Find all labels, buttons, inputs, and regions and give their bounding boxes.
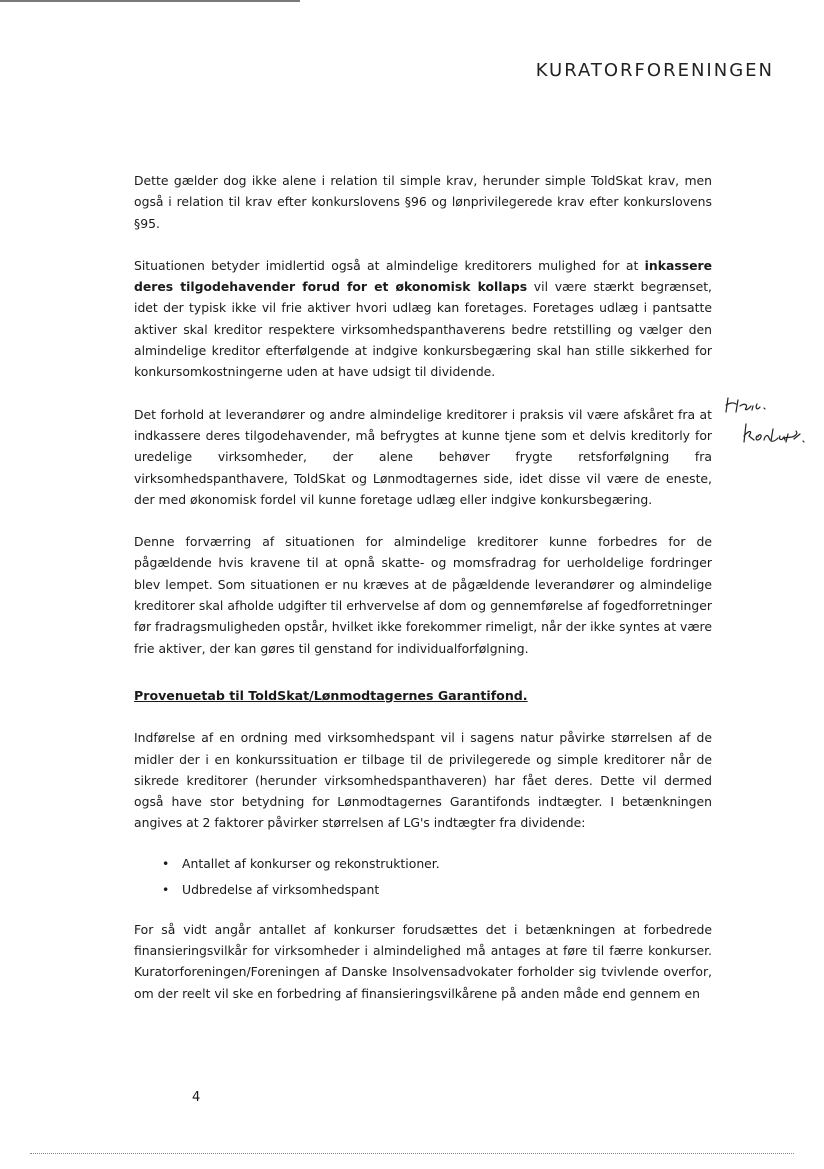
page-number: 4 <box>192 1090 201 1105</box>
paragraph-6: For så vidt angår antallet af konkurser forudsættes det i betænkningen at forbedrede finansieringsvilkår for virksomheder i almindelighed må antages at føre til færre konkurser. Kuratorforeningen/Foreningen af Danske Insolvensadvokater forholder sig tvivlende overfor, om der reelt vil ske en forbedring af finansieringsvilkårene på anden måde end gennem en <box>134 921 712 1001</box>
list-item: • Antallet af konkurser og rekonstruktioner. <box>182 855 712 872</box>
scan-footer-line <box>30 1153 794 1154</box>
list-item: • Udbredelse af virksomhedspant <box>182 881 712 898</box>
document-body <box>134 170 712 1025</box>
section-heading: Provenuetab til ToldSkat/Lønmodtagernes Garantifond. <box>134 687 528 703</box>
letterhead-title: KURATORFORENINGEN <box>535 60 774 81</box>
paragraph-5: Indførelse af en ordning med virksomhedspant vil i sagens natur påvirke størrelsen af de midler der i en konkurssituation er tilbage til de privilegerede og simple kreditorer når de sikrede kreditorer (herunder virksomhedspanthaveren) har fået deres. Dette vil dermed også have stor betydning for Lønmodtagernes Garantifonds indtægter. I betænkningen angives at 2 faktorer påvirker størrelsen af LG's indtægter fra dividende: <box>134 730 712 831</box>
paragraph-2-text-a: Situationen betyder imidlertid også at almindelige kreditorers mulighed for at <box>134 257 645 273</box>
paragraph-4: Denne forværring af situationen for almindelige kreditorer kunne forbedres for de pågældende hvis kravene til at opnå skatte- og momsfradrag for uerholdelige fordringer blev lempet. Som situationen er nu kræves at de pågældende leverandører og almindelige kreditorer skal afholde udgifter til erhvervelse af dom og gennemførelse af fogedforretninger før fradragsmuligheden opstår, hvilket ikke forekommer rimeligt, når der ikke syntes at være frie aktiver, der kan gøres til genstand for individualforfølgning. <box>134 534 712 656</box>
paragraph-2 <box>134 255 712 383</box>
paragraph-3: Det forhold at leverandører og andre almindelige kreditorer i praksis vil være afskåret fra at indkassere deres tilgodehavender, må befrygtes at kunne tjene som et delvis kreditorly for uredelige virksomheder, der alene behøver frygte retsforfølgning fra virksomhedspanthavere, ToldSkat og Lønmodtagernes side, idet disse vil være de eneste, der med økonomisk fordel vil kunne foretage udlæg eller indgive konkursbegæring. <box>134 406 712 507</box>
scan-edge-line <box>0 0 300 2</box>
handwritten-margin-note <box>724 394 819 454</box>
bullet-list <box>134 855 712 898</box>
paragraph-2-text-b: vil være stærkt begrænset, idet der typisk ikke vil frie aktiver hvori udlæg kan foretages. Foretages udlæg i pantsatte aktiver skal kreditor respektere virksomhedspanthaverens bedre retstilling og vælger den almindelige kreditor efterfølgende at indgive konkursbegæring skal han stille sikkerhed for konkursomkostningerne uden at have udsigt til dividende. <box>134 279 712 380</box>
paragraph-1: Dette gælder dog ikke alene i relation til simple krav, herunder simple ToldSkat krav, men også i relation til krav efter konkurslovens §96 og lønprivilegerede krav efter konkurslovens §95. <box>134 173 712 231</box>
paragraph-2-emphasis: inkassere deres tilgodehavender forud for et økonomisk kollaps <box>134 257 712 295</box>
